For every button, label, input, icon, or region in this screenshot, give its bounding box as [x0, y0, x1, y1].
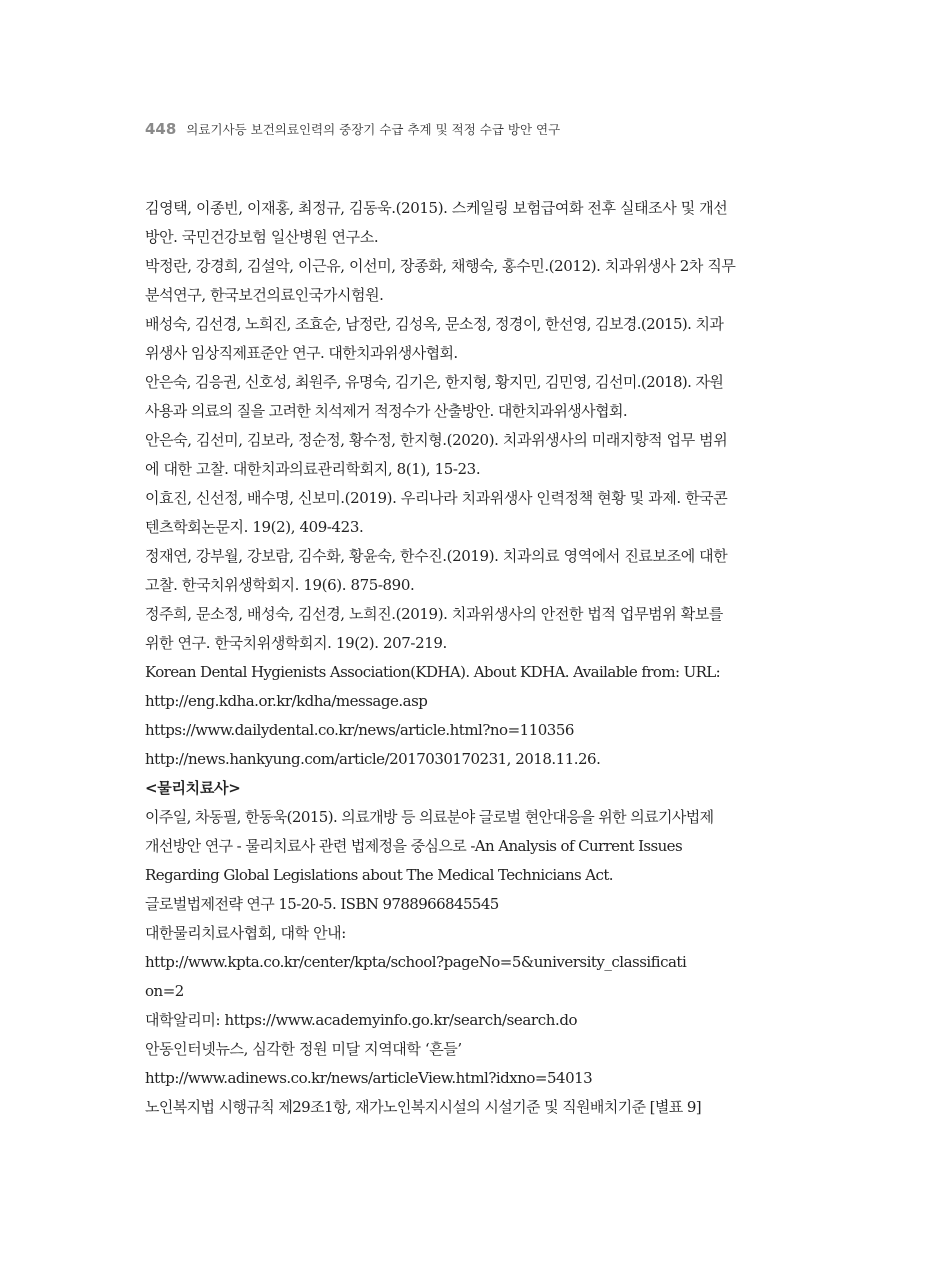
reference-item: [145, 745, 773, 774]
reference-line: 노인복지법 시행규칙 제29조1항, 재가노인복지시설의 시설기준 및 직원배치기준 [별표 9]: [145, 1098, 702, 1116]
page-number: 448: [145, 120, 177, 138]
reference-list: [145, 194, 773, 1122]
reference-line: 개선방안 연구 - 물리치료사 관련 법제정을 중심으로 -An Analysis of Current Issues: [145, 837, 683, 855]
running-header: [145, 120, 560, 138]
reference-line: 배성숙, 김선경, 노희진, 조효순, 남정란, 김성옥, 문소정, 정경이, 한선영, 김보경.(2015). 치과: [145, 315, 724, 333]
reference-line: 사용과 의료의 질을 고려한 치석제거 적정수가 산출방안. 대한치과위생사협회.: [145, 402, 627, 420]
reference-line: 안은숙, 김응권, 신호성, 최원주, 유명숙, 김기은, 한지형, 황지민, 김민영, 김선미.(2018). 자원: [145, 373, 724, 391]
reference-item: [145, 368, 773, 426]
reference-line: 텐츠학회논문지. 19(2), 409-423.: [145, 518, 364, 536]
reference-item: [145, 1035, 773, 1093]
reference-line: 에 대한 고찰. 대한치과의료관리학회지, 8(1), 15-23.: [145, 460, 481, 478]
reference-line: 정주희, 문소정, 배성숙, 김선경, 노희진.(2019). 치과위생사의 안전한 법적 업무범위 확보를: [145, 605, 723, 623]
reference-item: [145, 194, 773, 252]
reference-url[interactable]: on=2: [145, 982, 184, 1000]
reference-line: 위한 연구. 한국치위생학회지. 19(2). 207-219.: [145, 634, 447, 652]
reference-url[interactable]: http://eng.kdha.or.kr/kdha/message.asp: [145, 692, 428, 710]
reference-line: 정재연, 강부월, 강보람, 김수화, 황윤숙, 한수진.(2019). 치과의료 영역에서 진료보조에 대한: [145, 547, 728, 565]
reference-line: 이주일, 차동필, 한동욱(2015). 의료개방 등 의료분야 글로벌 현안대응을 위한 의료기사법제: [145, 808, 714, 826]
reference-line: 김영택, 이종빈, 이재홍, 최정규, 김동욱.(2015). 스케일링 보험급여화 전후 실태조사 및 개선: [145, 199, 728, 217]
section-title: <물리치료사>: [145, 779, 241, 797]
reference-item: [145, 252, 773, 310]
reference-url[interactable]: http://www.adinews.co.kr/news/articleView.html?idxno=54013: [145, 1069, 593, 1087]
reference-url[interactable]: http://www.kpta.co.kr/center/kpta/school?pageNo=5&university_classificati: [145, 953, 687, 971]
reference-line: 이효진, 신선정, 배수명, 신보미.(2019). 우리나라 치과위생사 인력정책 현황 및 과제. 한국콘: [145, 489, 728, 507]
reference-item: [145, 484, 773, 542]
reference-item: [145, 658, 773, 716]
reference-line: Regarding Global Legislations about The Medical Technicians Act.: [145, 866, 613, 884]
reference-line: 안은숙, 김선미, 김보라, 정순정, 황수정, 한지형.(2020). 치과위생사의 미래지향적 업무 범위: [145, 431, 728, 449]
reference-url[interactable]: http://news.hankyung.com/article/2017030170231, 2018.11.26.: [145, 750, 601, 768]
reference-line: 안동인터넷뉴스, 심각한 정원 미달 지역대학 ‘흔들’: [145, 1040, 462, 1058]
reference-item: [145, 1093, 773, 1122]
reference-item: [145, 542, 773, 600]
reference-item: [145, 716, 773, 745]
reference-item: [145, 1006, 773, 1035]
reference-line: 박정란, 강경희, 김설악, 이근유, 이선미, 장종화, 채행숙, 홍수민.(2012). 치과위생사 2차 직무: [145, 257, 736, 275]
reference-line: 고찰. 한국치위생학회지. 19(6). 875-890.: [145, 576, 415, 594]
reference-line: 대한물리치료사협회, 대학 안내:: [145, 924, 346, 942]
reference-item: [145, 803, 773, 919]
reference-item: [145, 919, 773, 1006]
running-title: 의료기사등 보건의료인력의 중장기 수급 추계 및 적정 수급 방안 연구: [186, 122, 561, 137]
reference-line: 위생사 임상직제표준안 연구. 대한치과위생사협회.: [145, 344, 458, 362]
reference-item: [145, 310, 773, 368]
reference-line: 대학알리미: https://www.academyinfo.go.kr/search/search.do: [145, 1011, 578, 1029]
reference-line: Korean Dental Hygienists Association(KDHA). About KDHA. Available from: URL:: [145, 663, 721, 681]
reference-line: 방안. 국민건강보험 일산병원 연구소.: [145, 228, 379, 246]
reference-line: 분석연구, 한국보건의료인국가시험원.: [145, 286, 384, 304]
reference-url[interactable]: https://www.dailydental.co.kr/news/article.html?no=110356: [145, 721, 574, 739]
reference-item: [145, 600, 773, 658]
reference-item: [145, 426, 773, 484]
reference-line: 글로벌법제전략 연구 15-20-5. ISBN 9788966845545: [145, 895, 499, 913]
